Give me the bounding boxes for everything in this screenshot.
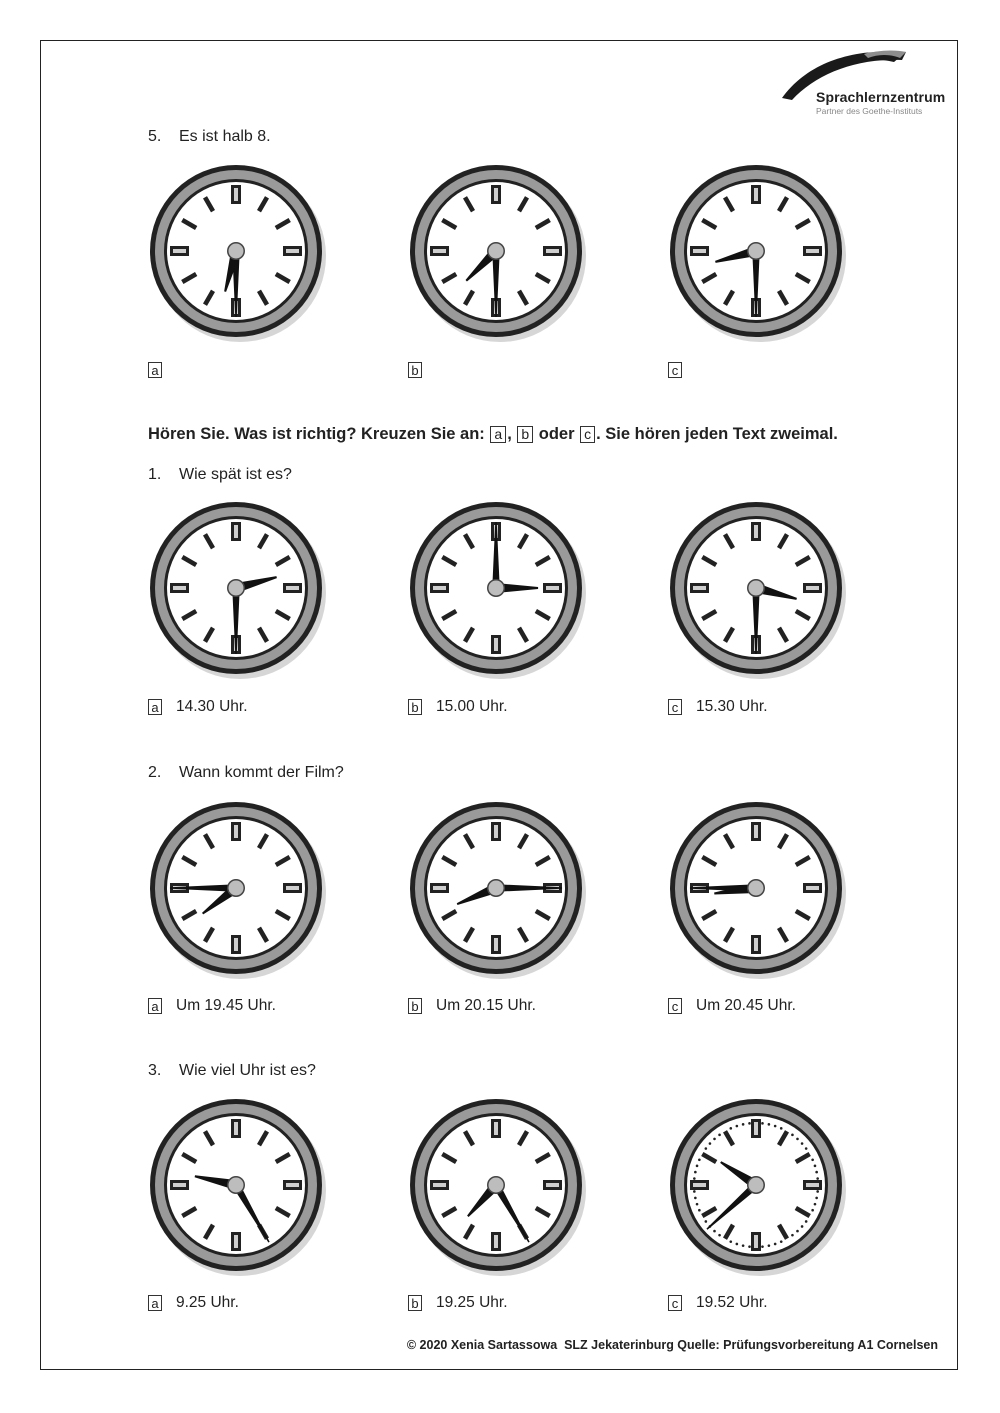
minute-dot (761, 1245, 764, 1248)
hour-marker-inner (806, 886, 819, 890)
clock-hub (229, 244, 244, 259)
option-text: 15.30 Uhr. (696, 698, 768, 715)
hour-marker-inner (693, 586, 706, 590)
hour-marker-inner (173, 1183, 186, 1187)
minute-dot (768, 1244, 771, 1247)
checkbox-a[interactable]: a (148, 699, 162, 715)
hour-marker-inner (234, 825, 238, 838)
clock-hub (489, 244, 504, 259)
hour-marker-inner (754, 525, 758, 538)
option-q2-b[interactable] (408, 997, 536, 1015)
question-number: 3. (148, 1062, 162, 1079)
minute-dot (696, 1165, 699, 1168)
minute-dot (811, 1209, 814, 1212)
hour-marker-inner (234, 525, 238, 538)
minute-dot (811, 1158, 814, 1161)
minute-dot (698, 1209, 701, 1212)
question-5 (148, 128, 271, 146)
minute-dot (693, 1190, 696, 1193)
clock-hub (749, 581, 764, 596)
option-text: 19.25 Uhr. (436, 1294, 508, 1311)
minute-dot (696, 1203, 699, 1206)
minute-dot (748, 1122, 751, 1125)
hour-marker-inner (494, 825, 498, 838)
clock-q1-a (148, 500, 328, 680)
minute-dot (791, 1134, 794, 1137)
hour-marker-inner (754, 1122, 758, 1135)
clock-q5-c (668, 163, 848, 343)
option-q2-c[interactable] (668, 997, 796, 1015)
minute-dot (742, 1123, 745, 1126)
checkbox-b[interactable]: b (408, 699, 422, 715)
option-text: 14.30 Uhr. (176, 698, 248, 715)
hour-marker-inner (754, 825, 758, 838)
minute-dot (814, 1203, 817, 1206)
minute-dot (768, 1123, 771, 1126)
minute-dot (815, 1171, 818, 1174)
box-a: a (490, 426, 506, 443)
option-q5-c[interactable] (668, 361, 696, 379)
hour-marker-inner (433, 249, 446, 253)
minute-dot (816, 1177, 819, 1180)
clock-q3-a (148, 1097, 328, 1277)
minute-dot (736, 1243, 739, 1246)
oder-text: oder (538, 425, 575, 443)
clock-q2-b (408, 800, 588, 980)
box-c: c (580, 426, 595, 443)
option-text: Um 20.45 Uhr. (696, 997, 796, 1014)
question-number: 2. (148, 764, 162, 781)
hour-marker-inner (286, 249, 299, 253)
hour-marker-inner (433, 1183, 446, 1187)
minute-dot (801, 1142, 804, 1145)
minute-dot (698, 1158, 701, 1161)
option-q5-b[interactable] (408, 361, 436, 379)
minute-dot (742, 1244, 745, 1247)
box-b: b (517, 426, 533, 443)
minute-dot (713, 1230, 716, 1233)
logo-name: Sprachlernzentrum (816, 89, 946, 105)
hour-marker-inner (234, 188, 238, 201)
minute-dot (796, 1138, 799, 1141)
option-q3-a[interactable] (148, 1294, 239, 1312)
option-q1-a[interactable] (148, 698, 248, 716)
hour-marker-inner (173, 586, 186, 590)
hour-marker-inner (754, 1235, 758, 1248)
clock-q5-b (408, 163, 588, 343)
question-text: Wie spät ist es? (179, 466, 292, 483)
clock-q3-c (668, 1097, 848, 1277)
clock-hub (229, 1178, 244, 1193)
hour-marker-inner (754, 188, 758, 201)
minute-dot (705, 1147, 708, 1150)
hour-marker-inner (494, 1122, 498, 1135)
minute-dot (780, 1127, 783, 1130)
checkbox-a[interactable]: a (148, 998, 162, 1014)
hour-marker-inner (173, 249, 186, 253)
minute-dot (780, 1240, 783, 1243)
minute-dot (796, 1230, 799, 1233)
checkbox-b[interactable]: b (408, 998, 422, 1014)
hour-marker-inner (286, 586, 299, 590)
option-text: 15.00 Uhr. (436, 698, 508, 715)
option-q5-a[interactable] (148, 361, 176, 379)
hour-marker-inner (546, 249, 559, 253)
logo-subtitle: Partner des Goethe-Instituts (816, 106, 923, 116)
minute-dot (694, 1197, 697, 1200)
minute-dot (774, 1243, 777, 1246)
separator: , (507, 425, 512, 443)
clock-hub (229, 881, 244, 896)
checkbox-c[interactable]: c (668, 699, 682, 715)
question-number: 1. (148, 466, 162, 483)
hour-marker-inner (494, 938, 498, 951)
minute-dot (729, 1240, 732, 1243)
hour-marker-inner (494, 188, 498, 201)
minute-dot (729, 1127, 732, 1130)
instruction (148, 425, 838, 444)
minute-dot (791, 1234, 794, 1237)
checkbox-c[interactable]: c (668, 1295, 682, 1311)
option-text: 9.25 Uhr. (176, 1294, 239, 1311)
minute-dot (693, 1177, 696, 1180)
option-q3-b[interactable] (408, 1294, 508, 1312)
option-text: 19.52 Uhr. (696, 1294, 768, 1311)
hour-marker-inner (693, 1183, 706, 1187)
minute-dot (748, 1245, 751, 1248)
clock-q1-b (408, 500, 588, 680)
clock-hub (749, 881, 764, 896)
minute-dot (816, 1190, 819, 1193)
checkbox-a[interactable]: a (148, 362, 162, 378)
hour-marker-inner (234, 938, 238, 951)
hour-marker-inner (806, 1183, 819, 1187)
hour-marker-inner (234, 1235, 238, 1248)
option-q3-c[interactable] (668, 1294, 768, 1312)
minute-dot (761, 1122, 764, 1125)
clock-q2-c (668, 800, 848, 980)
clock-hub (229, 581, 244, 596)
clock-hub (489, 881, 504, 896)
hour-marker-inner (494, 638, 498, 651)
hour-marker-inner (806, 586, 819, 590)
clock-q1-c (668, 500, 848, 680)
checkbox-c[interactable]: c (668, 998, 682, 1014)
minute-dot (705, 1220, 708, 1223)
hour-marker-inner (433, 886, 446, 890)
hour-marker-inner (754, 938, 758, 951)
clock-hub (749, 244, 764, 259)
hour-marker-inner (234, 1122, 238, 1135)
clock-q5-a (148, 163, 328, 343)
hour-marker-inner (546, 586, 559, 590)
clock-hub (749, 1178, 764, 1193)
hour-marker-inner (286, 886, 299, 890)
footer-credit: © 2020 Xenia Sartassowa SLZ Jekaterinburg Quelle: Prüfungsvorbereitung A1 Cornelsen (406, 1338, 938, 1352)
hour-marker-inner (433, 586, 446, 590)
minute-dot (736, 1125, 739, 1128)
question-text: Wie viel Uhr ist es? (179, 1062, 316, 1079)
question-text: Wann kommt der Film? (179, 764, 344, 781)
option-text: Um 20.15 Uhr. (436, 997, 536, 1014)
minute-dot (805, 1147, 808, 1150)
question-number: 5. (148, 128, 162, 145)
checkbox-a[interactable]: a (148, 1295, 162, 1311)
clock-q2-a (148, 800, 328, 980)
minute-dot (718, 1234, 721, 1237)
checkbox-b[interactable]: b (408, 1295, 422, 1311)
minute-dot (801, 1225, 804, 1228)
minute-dot (718, 1134, 721, 1137)
hour-marker-inner (546, 1183, 559, 1187)
hour-marker-inner (286, 1183, 299, 1187)
question-text: Es ist halb 8. (179, 128, 271, 145)
question-2 (148, 764, 344, 782)
minute-dot (694, 1171, 697, 1174)
clock-hub (489, 581, 504, 596)
minute-dot (709, 1142, 712, 1145)
option-q1-b[interactable] (408, 698, 508, 716)
option-q1-c[interactable] (668, 698, 768, 716)
question-3 (148, 1062, 316, 1080)
checkbox-b[interactable]: b (408, 362, 422, 378)
hour-marker-inner (494, 1235, 498, 1248)
instruction-text-end: . Sie hören jeden Text zweimal. (596, 425, 838, 443)
minute-dot (805, 1220, 808, 1223)
minute-dot (814, 1165, 817, 1168)
clock-hub (489, 1178, 504, 1193)
minute-dot (774, 1125, 777, 1128)
hour-marker-inner (806, 249, 819, 253)
instruction-text: Hören Sie. Was ist richtig? Kreuzen Sie an: (148, 425, 485, 443)
checkbox-c[interactable]: c (668, 362, 682, 378)
option-text: Um 19.45 Uhr. (176, 997, 276, 1014)
question-1 (148, 466, 292, 484)
option-q2-a[interactable] (148, 997, 276, 1015)
minute-dot (815, 1197, 818, 1200)
clock-q3-b (408, 1097, 588, 1277)
hour-marker-inner (693, 249, 706, 253)
minute-dot (713, 1138, 716, 1141)
